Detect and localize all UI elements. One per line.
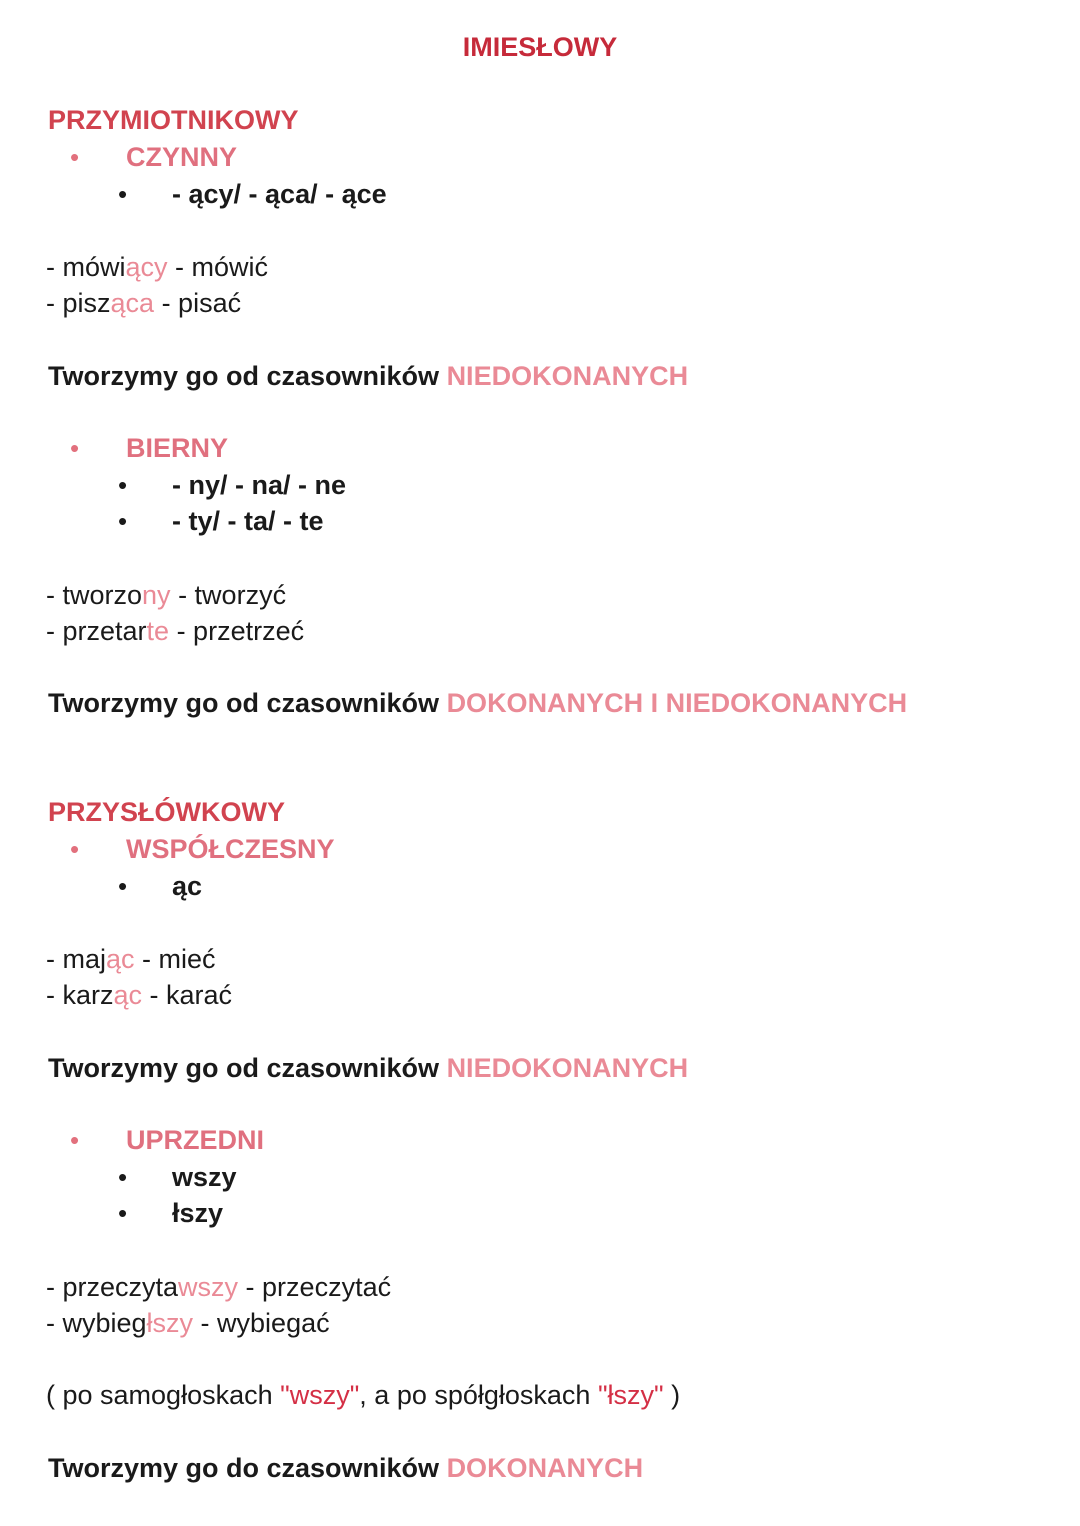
- example-infinitive: - przeczytać: [238, 1272, 392, 1302]
- page-title: IMIESŁOWY: [462, 32, 618, 62]
- subheading-wspolczesny: WSPÓŁCZESNY: [126, 834, 335, 864]
- suffix-item: - ty/ - ta/ - te: [172, 506, 324, 536]
- bullet-icon: •: [118, 506, 128, 536]
- example-ending: ny: [142, 580, 171, 610]
- example-line: [46, 618, 304, 645]
- rule-text: Tworzymy go od czasowników: [48, 361, 447, 391]
- example-line: [46, 946, 216, 973]
- note-quote-lszy: "łszy": [597, 1380, 664, 1410]
- bullet-icon: •: [70, 142, 80, 172]
- example-stem: - wybieg: [46, 1308, 147, 1338]
- section-heading-przymiotnikowy: PRZYMIOTNIKOWY: [48, 105, 299, 135]
- example-ending: wszy: [178, 1272, 239, 1302]
- example-line: [46, 582, 286, 609]
- rule-text: Tworzymy go od czasowników: [48, 1053, 447, 1083]
- suffix-item: wszy: [172, 1162, 237, 1192]
- bullet-icon: •: [70, 834, 80, 864]
- example-stem: - przeczyta: [46, 1272, 179, 1302]
- rule-line: [48, 1055, 688, 1082]
- bullet-icon: •: [118, 871, 128, 901]
- bullet-icon: •: [70, 433, 80, 463]
- section-heading-przyslowkowy: PRZYSŁÓWKOWY: [48, 797, 285, 827]
- example-infinitive: - pisać: [154, 288, 242, 318]
- subheading-bierny: BIERNY: [126, 433, 229, 463]
- example-ending: łszy: [146, 1308, 194, 1338]
- rule-verb-type: NIEDOKONANYCH: [446, 361, 689, 391]
- example-infinitive: - tworzyć: [170, 580, 287, 610]
- rule-line: [48, 690, 907, 717]
- example-ending: ąca: [110, 288, 155, 318]
- subheading-czynny: CZYNNY: [126, 142, 238, 172]
- bullet-icon: •: [118, 1162, 128, 1192]
- suffix-item: - ący/ - ąca/ - ące: [172, 179, 387, 209]
- rule-line: [48, 363, 688, 390]
- example-line: [46, 290, 241, 317]
- rule-verb-type: DOKONANYCH: [446, 1453, 644, 1483]
- rule-line: [48, 1455, 643, 1482]
- note-text: ( po samogłoskach: [46, 1380, 281, 1410]
- note-text: ): [663, 1380, 681, 1410]
- example-infinitive: - wybiegać: [193, 1308, 330, 1338]
- example-infinitive: - mieć: [134, 944, 216, 974]
- example-ending: ący: [125, 252, 168, 282]
- example-line: [46, 1310, 330, 1337]
- suffix-item: - ny/ - na/ - ne: [172, 470, 347, 500]
- example-line: [46, 1274, 391, 1301]
- example-ending: ąc: [106, 944, 135, 974]
- rule-verb-type: NIEDOKONANYCH: [446, 1053, 689, 1083]
- note-quote-wszy: "wszy": [280, 1380, 360, 1410]
- example-infinitive: - karać: [142, 980, 233, 1010]
- bullet-icon: •: [118, 1198, 128, 1228]
- example-ending: ąc: [113, 980, 143, 1010]
- rule-text: Tworzymy go do czasowników: [48, 1453, 447, 1483]
- example-stem: - karz: [46, 980, 114, 1010]
- example-stem: - mówi: [46, 252, 126, 282]
- bullet-icon: •: [70, 1125, 80, 1155]
- bullet-icon: •: [118, 179, 128, 209]
- example-ending: te: [146, 616, 170, 646]
- rule-verb-type: DOKONANYCH I NIEDOKONANYCH: [446, 688, 908, 718]
- example-infinitive: - przetrzeć: [169, 616, 305, 646]
- example-stem: - przetar: [46, 616, 147, 646]
- example-stem: - tworzo: [46, 580, 143, 610]
- example-stem: - maj: [46, 944, 106, 974]
- subheading-uprzedni: UPRZEDNI: [126, 1125, 265, 1155]
- example-stem: - pisz: [46, 288, 111, 318]
- usage-note: [46, 1382, 680, 1409]
- suffix-item: ąc: [172, 871, 203, 901]
- rule-text: Tworzymy go od czasowników: [48, 688, 447, 718]
- example-line: [46, 254, 268, 281]
- example-line: [46, 982, 232, 1009]
- note-text: , a po spółgłoskach: [359, 1380, 598, 1410]
- suffix-item: łszy: [172, 1198, 224, 1228]
- bullet-icon: •: [118, 470, 128, 500]
- example-infinitive: - mówić: [167, 252, 269, 282]
